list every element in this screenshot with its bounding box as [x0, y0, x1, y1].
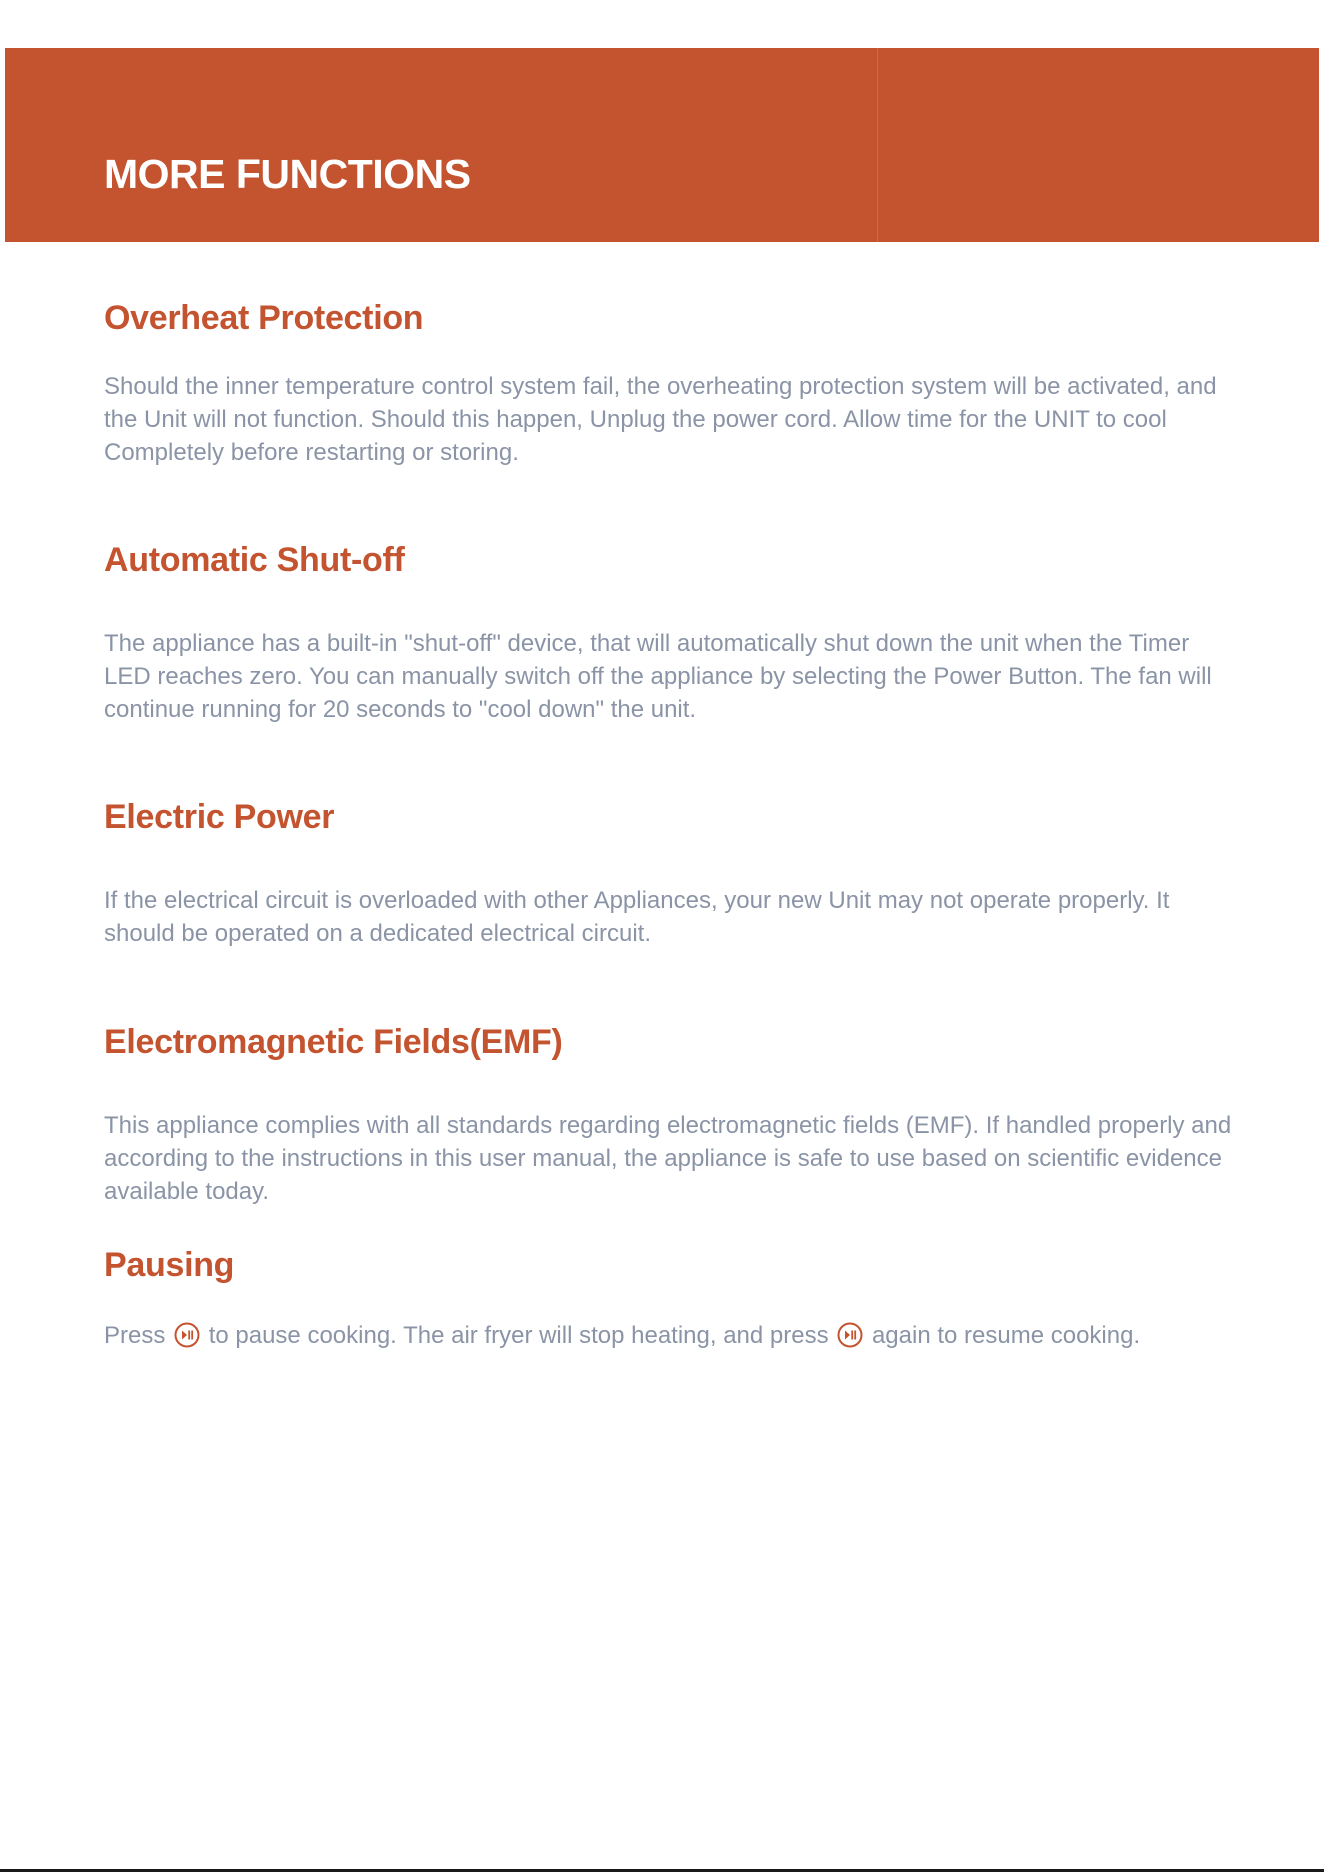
section-heading-electric-power: Electric Power [104, 798, 335, 836]
play-pause-icon [837, 1322, 863, 1348]
section-heading-overheat-protection: Overheat Protection [104, 299, 424, 337]
section-body-pausing [104, 1319, 1284, 1352]
header-divider [877, 48, 878, 242]
header-band [5, 48, 1319, 242]
section-heading-electromagnetic-fields: Electromagnetic Fields(EMF) [104, 1023, 563, 1061]
section-body-overheat-protection: Should the inner temperature control system fail, the overheating protection system will be activated, and the Unit will not function. Should this happen, Unplug the power cord. Allow time for the UNIT to cool Completely before restarting or storing. [104, 373, 1217, 466]
section-heading-automatic-shut-off: Automatic Shut-off [104, 541, 405, 579]
section-body-electromagnetic-fields: This appliance complies with all standards regarding electromagnetic fields (EMF). If handled properly and according to the instructions in this user manual, the appliance is safe to use based on scientific evidence available today. [104, 1112, 1232, 1205]
section-body-electric-power: If the electrical circuit is overloaded with other Appliances, your new Unit may not operate properly. It should be operated on a dedicated electrical circuit. [104, 887, 1170, 947]
pausing-text-part2: to pause cooking. The air fryer will stop heating, and press [208, 1322, 829, 1349]
pausing-text-part1: Press [104, 1322, 166, 1349]
section-heading-pausing: Pausing [104, 1246, 235, 1284]
section-body-automatic-shut-off: The appliance has a built-in "shut-off" device, that will automatically shut down the unit when the Timer LED reaches zero. You can manually switch off the appliance by selecting the Power Button. The fan will continue running for 20 seconds to "cool down" the unit. [104, 630, 1212, 723]
page-title: MORE FUNCTIONS [104, 151, 471, 197]
play-pause-icon [174, 1322, 200, 1348]
pausing-text-part3: again to resume cooking. [871, 1322, 1141, 1349]
